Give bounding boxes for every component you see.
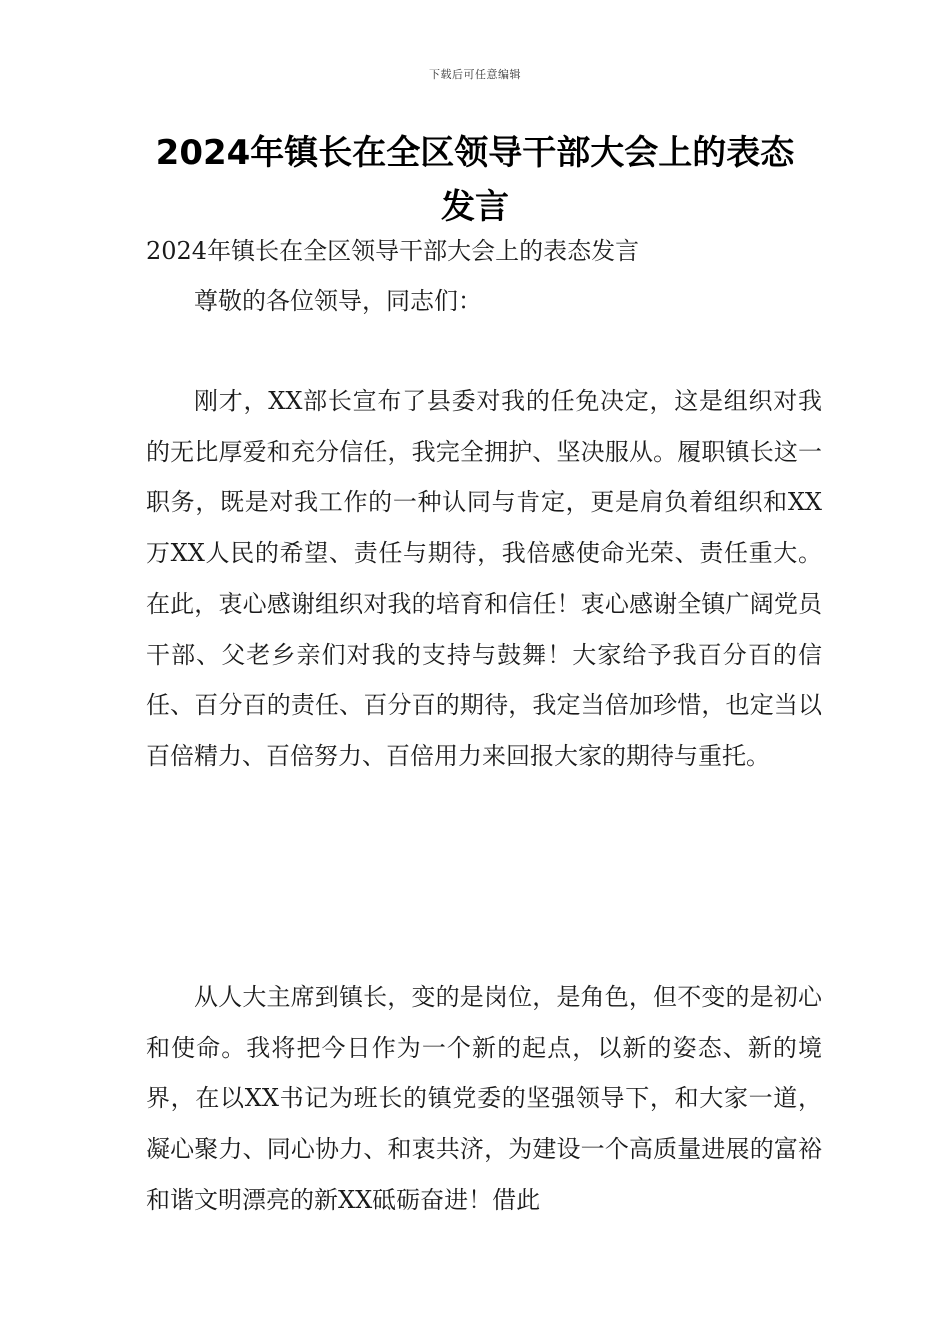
header-note: 下载后可任意编辑 — [429, 68, 521, 81]
document-title: 2024年镇长在全区领导干部大会上的表态发言 — [155, 133, 795, 227]
document-subtitle: 2024年镇长在全区领导干部大会上的表态发言 — [146, 237, 640, 265]
salutation: 尊敬的各位领导，同志们： — [194, 287, 482, 315]
paragraph-2: 从人大主席到镇长，变的是岗位，是角色，但不变的是初心和使命。我将把今日作为一个新的起点，以新的姿态、新的境界，在以XX书记为班长的镇党委的坚强领导下，和大家一道，凝心聚力、同心协力、和衷共济，为建设一个高质量进展的富裕和谐文明漂亮的新XX砥砺奋进！借此 — [146, 983, 822, 1214]
paragraph-1: 刚才，XX部长宣布了县委对我的任免决定，这是组织对我的无比厚爱和充分信任，我完全拥护、坚决服从。履职镇长这一职务，既是对我工作的一种认同与肯定，更是肩负着组织和XX万XX人民的希望、责任与期待，我倍感使命光荣、责任重大。在此，衷心感谢组织对我的培育和信任！衷心感谢全镇广阔党员干部、父老乡亲们对我的支持与鼓舞！大家给予我百分百的信任、百分百的责任、百分百的期待，我定当倍加珍惜，也定当以百倍精力、百倍努力、百倍用力来回报大家的期待与重托。 — [146, 387, 822, 770]
